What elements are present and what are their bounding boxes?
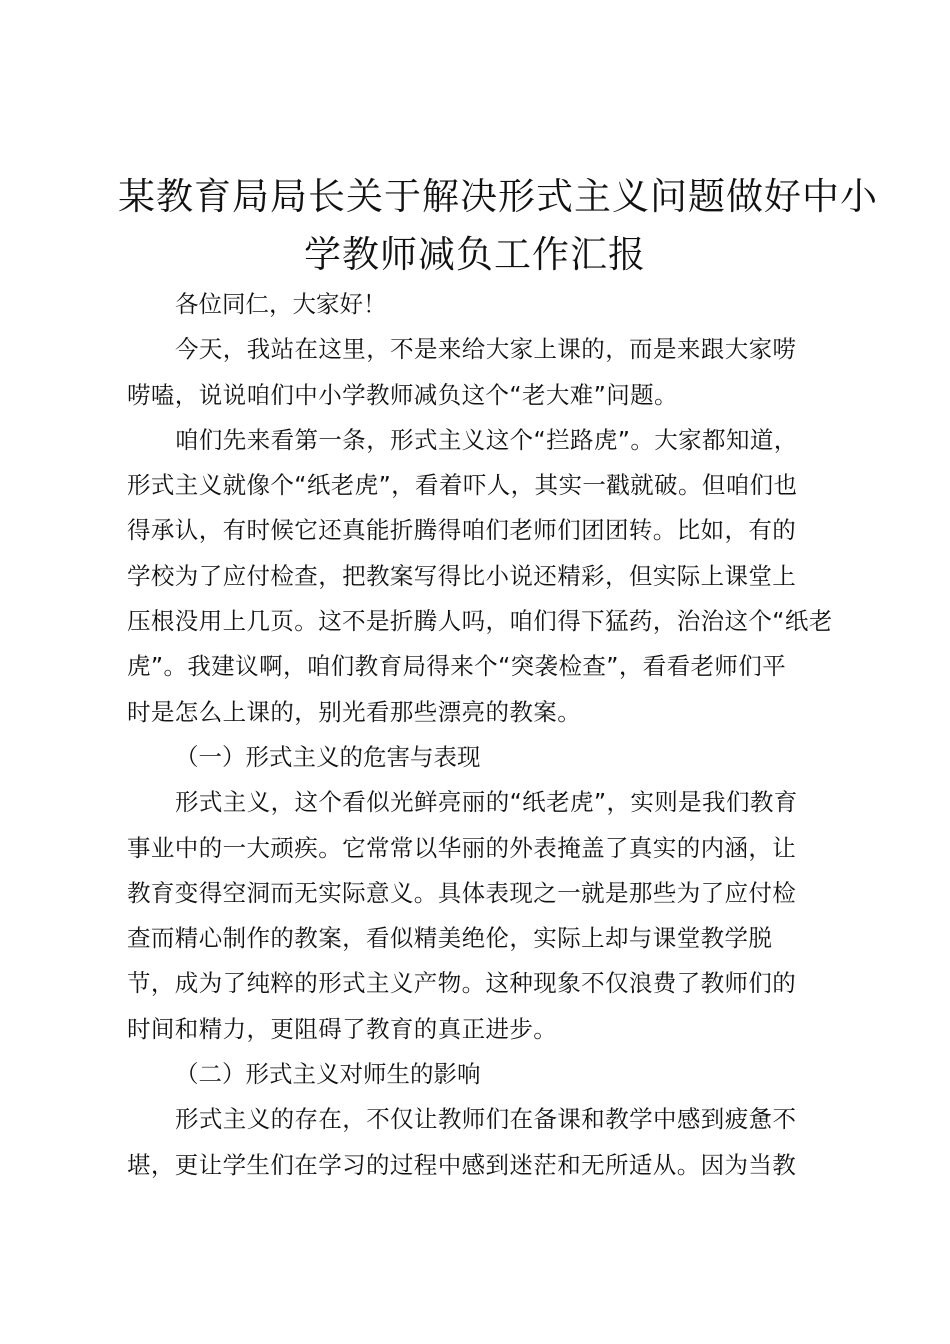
paragraph-line: 教育变得空洞而无实际意义。具体表现之一就是那些为了应付检 [127,878,797,907]
paragraph-line: 时间和精力，更阻碍了教育的真正进步。 [127,1014,558,1043]
paragraph-line: 形式主义的存在，不仅让教师们在备课和教学中感到疲惫不 [175,1105,797,1134]
paragraph-line: 压根没用上几页。这不是折腾人吗，咱们得下猛药，治治这个“纸老 [127,607,833,636]
paragraph-line: 事业中的一大顽疾。它常常以华丽的外表掩盖了真实的内涵，让 [127,833,797,862]
paragraph-line: 今天，我站在这里，不是来给大家上课的，而是来跟大家唠 [175,335,797,364]
paragraph-4 [127,1097,833,1188]
paragraph-line: 形式主义就像个“纸老虎”，看着吓人，其实一戳就破。但咱们也 [127,471,798,500]
paragraph-line: 节，成为了纯粹的形式主义产物。这种现象不仅浪费了教师们的 [127,969,797,998]
paragraph-line: 查而精心制作的教案，看似精美绝伦，实际上却与课堂教学脱 [127,924,773,953]
paragraph-line: 学校为了应付检查，把教案写得比小说还精彩，但实际上课堂上 [127,561,797,590]
document-title [118,168,878,284]
paragraph-line: 虎”。我建议啊，咱们教育局得来个“突袭检查”，看看老师们平 [127,652,787,681]
paragraph-2 [127,418,833,735]
section-heading-2: （二）形式主义对师生的影响 [175,1060,481,1089]
paragraph-line: 咱们先来看第一条，形式主义这个“拦路虎”。大家都知道， [175,425,798,454]
title-line-1: 某教育局局长关于解决形式主义问题做好中小 [118,175,878,218]
paragraph-line: 堪，更让学生们在学习的过程中感到迷茫和无所适从。因为当教 [127,1150,797,1179]
paragraph-line: 唠嗑，说说咱们中小学教师减负这个“老大难”问题。 [127,380,678,409]
greeting: 各位同仁，大家好！ [175,290,387,318]
paragraph-3 [127,780,833,1052]
document-body [127,282,833,1188]
section-heading-1: （一）形式主义的危害与表现 [175,742,481,771]
paragraph-1 [127,327,833,418]
paragraph-line: 得承认，有时候它还真能折腾得咱们老师们团团转。比如，有的 [127,516,797,545]
paragraph-line: 形式主义，这个看似光鲜亮丽的“纸老虎”，实则是我们教育 [175,788,798,817]
paragraph-line: 时是怎么上课的，别光看那些漂亮的教案。 [127,697,582,726]
title-line-2: 学教师减负工作汇报 [304,233,646,276]
